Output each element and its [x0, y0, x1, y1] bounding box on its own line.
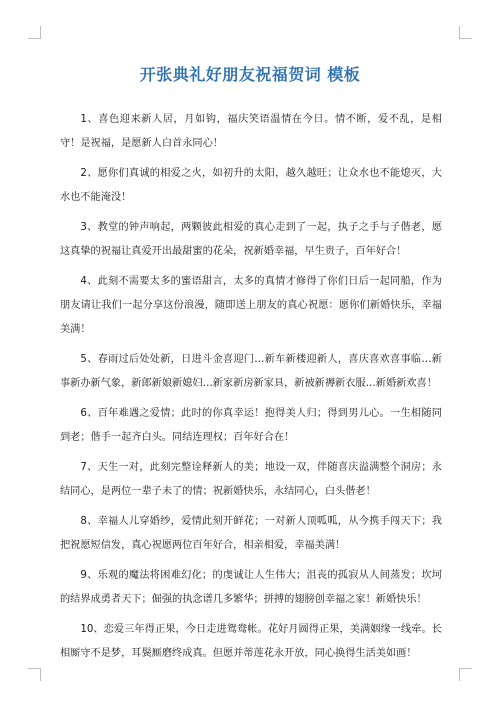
page-corner-mark-top-left: [28, 26, 41, 39]
paragraph-2: 2、愿你们真诚的相爱之火，如初升的太阳，越久越旺；让众水也不能熄灭，大水也不能淹没！: [60, 168, 442, 203]
page-corner-mark-bottom-right: [459, 668, 472, 681]
paragraph-9: 9、乐观的魔法将困难幻化；的虔诚让人生伟大；沮丧的孤寂从人间蒸发；坎坷的结界成勇者天下；倔强的执念谱几多繁华；拼搏的翅膀创幸福之家！新婚快乐！: [60, 570, 442, 605]
paragraph-1: 1、喜色迎来新人居，月如钩，福庆笑语温情在今日。情不断，爱不乱，是相守！是祝福，是愿新人白首永同心！: [60, 114, 442, 149]
paragraph-8: 8、幸福人儿穿婚纱，爱情此刻开鲜花；一对新人顶呱呱，从今携手闯天下；我把祝愿短信发，真心祝愿两位百年好合，相亲相爱，幸福美满！: [60, 516, 442, 551]
page-corner-mark-top-right: [459, 26, 472, 39]
document-title: 开张典礼好朋友祝福贺词 模板: [139, 65, 361, 84]
document-body: [60, 108, 442, 672]
paragraph-3: 3、教堂的钟声响起，两颗彼此相爱的真心走到了一起，执子之手与子偕老，愿这真挚的祝福让真爱开出最甜蜜的花朵，祝新婚幸福，早生贵子，百年好合！: [60, 222, 442, 257]
paragraph-4: 4、此刻不需要太多的蜜语甜言，太多的真情才修得了你们日后一起同船，作为朋友请让我们一起分享这份浪漫，随即送上朋友的真心祝愿：愿你们新婚快乐，幸福美满！: [60, 276, 442, 335]
page-corner-mark-bottom-left: [28, 668, 41, 681]
paragraph-5: 5、春雨过后处处新，日进斗金喜迎门…新车新楼迎新人，喜庆喜欢喜事临…新事新办新气象，新郎新娘新媳妇…新家新房新家具，新被新褥新衣服…新婚新欢喜！: [60, 354, 442, 389]
paragraph-10: 10、恋爱三年得正果，今日走进鸳鸯帐。花好月圆得正果，美满姻缘一线牵。长相厮守不是梦，耳鬓厮磨终成真。但愿并蒂莲花永开放，同心换得生活美如画！: [60, 624, 442, 659]
paragraph-6: 6、百年难遇之爱情；此时的你真幸运！抱得美人归；得到男儿心。一生相随同到老；偕手一起齐白头。同结连理权；百年好合在！: [60, 408, 442, 443]
paragraph-7: 7、天生一对，此刻完整诠释新人的美；地设一双，伴随喜庆溢满整个洞房；永结同心，是两位一辈子未了的情；祝新婚快乐，永结同心，白头偕老！: [60, 462, 442, 497]
